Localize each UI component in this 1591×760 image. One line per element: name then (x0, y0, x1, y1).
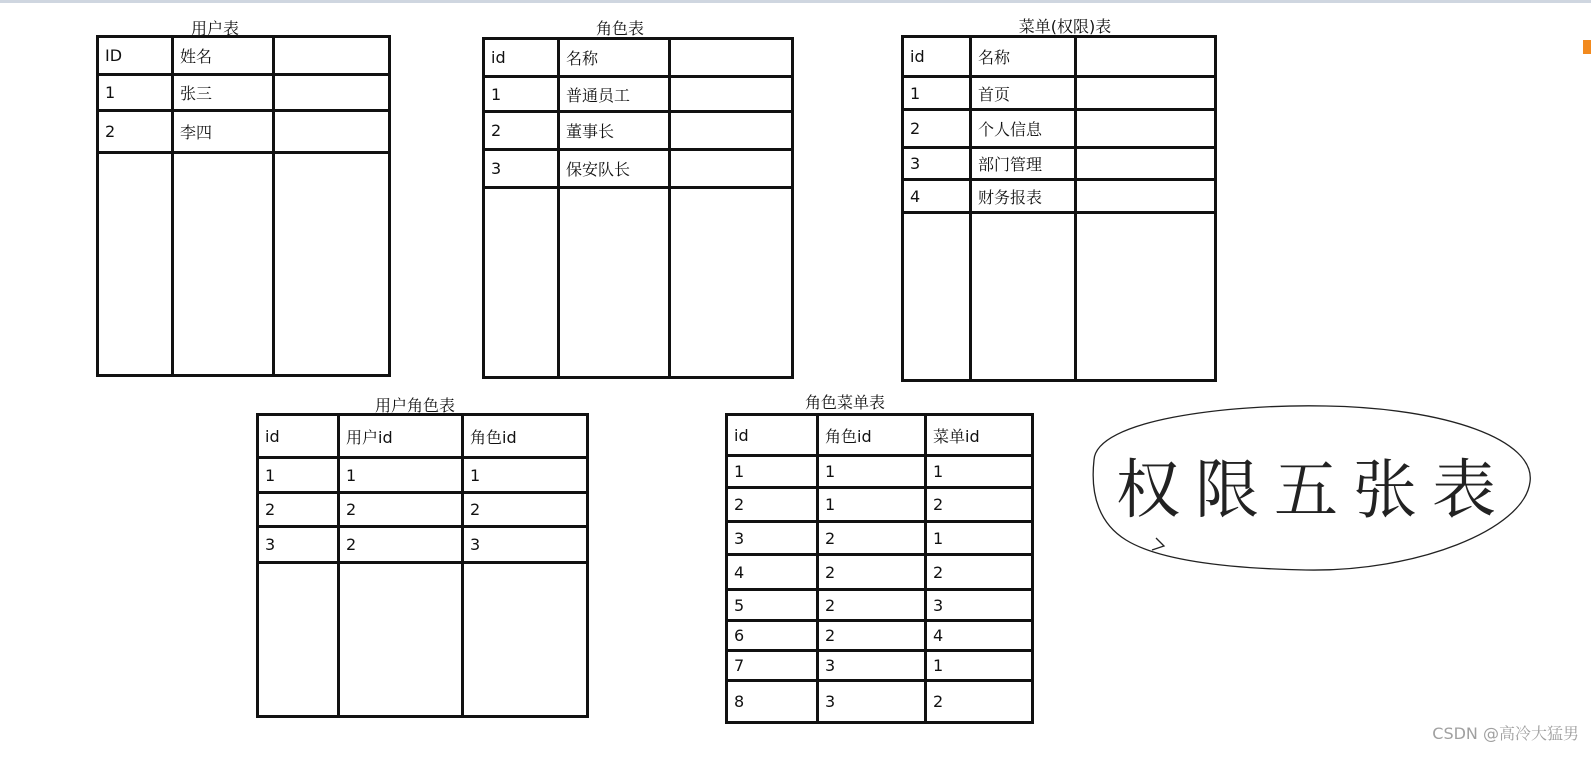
table-row (727, 555, 1033, 590)
empty-cell (173, 153, 274, 376)
role-table (482, 37, 794, 379)
watermark: CSDN @高冷大猛男 (1432, 724, 1579, 743)
table-row (258, 527, 588, 563)
empty-row (484, 188, 793, 378)
empty-cell (903, 213, 971, 381)
table-row (727, 488, 1033, 522)
table-row (484, 150, 793, 188)
table-cell: 董事长 (559, 112, 670, 150)
header-cell: 名称 (971, 37, 1076, 77)
table-cell: 1 (727, 456, 818, 488)
empty-cell (1076, 213, 1216, 381)
table-cell: 2 (818, 621, 926, 651)
table-cell: 2 (818, 522, 926, 555)
header-cell: 角色id (818, 415, 926, 456)
header-cell: 姓名 (173, 37, 274, 75)
empty-cell (274, 153, 390, 376)
table-row (903, 110, 1216, 148)
table-cell: 3 (818, 651, 926, 681)
table-row (903, 180, 1216, 213)
table-cell: 2 (258, 493, 339, 527)
header-cell: 用户id (339, 415, 463, 458)
user-role-table-title: 用户角色表 (374, 396, 455, 415)
annotation-tail (1152, 538, 1164, 550)
header-cell: id (903, 37, 971, 77)
table-row (727, 651, 1033, 681)
header-cell (274, 37, 390, 75)
window-corner-icon (1583, 40, 1591, 54)
table-cell: 2 (484, 112, 559, 150)
table-cell: 财务报表 (971, 180, 1076, 213)
table-row (727, 590, 1033, 621)
header-cell: 菜单id (926, 415, 1033, 456)
header-row (98, 37, 390, 75)
table-cell: 3 (463, 527, 588, 563)
table-row (258, 493, 588, 527)
table-cell: 个人信息 (971, 110, 1076, 148)
table-cell: 3 (818, 681, 926, 723)
table-cell: 2 (926, 488, 1033, 522)
empty-row (98, 153, 390, 376)
table-cell: 1 (484, 77, 559, 112)
table-cell (670, 77, 793, 112)
table-cell: 保安队长 (559, 150, 670, 188)
table-cell: 2 (727, 488, 818, 522)
table-cell: 1 (818, 456, 926, 488)
table-cell: 5 (727, 590, 818, 621)
user-role-table (256, 413, 589, 718)
table-cell (670, 150, 793, 188)
table-row (727, 621, 1033, 651)
header-cell (1076, 37, 1216, 77)
table-cell: 2 (818, 590, 926, 621)
table-cell: 4 (903, 180, 971, 213)
table-row (98, 75, 390, 111)
table-row (903, 77, 1216, 110)
table-row (98, 111, 390, 153)
role-table-title: 角色表 (595, 19, 644, 38)
table-cell: 6 (727, 621, 818, 651)
table-cell: 2 (339, 493, 463, 527)
empty-cell (670, 188, 793, 378)
header-cell (670, 39, 793, 77)
user-table-title: 用户表 (190, 19, 239, 38)
table-row (727, 681, 1033, 723)
table-cell: 1 (926, 522, 1033, 555)
table-cell: 3 (484, 150, 559, 188)
empty-cell (484, 188, 559, 378)
header-cell: id (258, 415, 339, 458)
table-cell (274, 75, 390, 111)
empty-cell (463, 563, 588, 717)
table-cell: 3 (903, 148, 971, 180)
header-row (258, 415, 588, 458)
header-cell: 角色id (463, 415, 588, 458)
table-cell: 1 (98, 75, 173, 111)
table-cell: 1 (818, 488, 926, 522)
table-cell: 1 (463, 458, 588, 493)
table-row (484, 77, 793, 112)
table-cell: 1 (339, 458, 463, 493)
empty-cell (258, 563, 339, 717)
table-cell: 2 (818, 555, 926, 590)
table-cell: 张三 (173, 75, 274, 111)
empty-row (903, 213, 1216, 381)
table-cell: 李四 (173, 111, 274, 153)
table-cell: 3 (926, 590, 1033, 621)
menu-table-title: 菜单(权限)表 (1018, 17, 1112, 36)
menu-table (901, 35, 1217, 382)
table-cell (274, 111, 390, 153)
header-cell: id (484, 39, 559, 77)
table-cell: 2 (98, 111, 173, 153)
empty-cell (339, 563, 463, 717)
table-cell: 普通员工 (559, 77, 670, 112)
role-menu-table-title: 角色菜单表 (804, 393, 885, 412)
table-cell: 1 (926, 456, 1033, 488)
table-cell: 8 (727, 681, 818, 723)
table-cell: 1 (258, 458, 339, 493)
header-row (903, 37, 1216, 77)
table-cell (1076, 148, 1216, 180)
table-cell: 1 (926, 651, 1033, 681)
empty-cell (559, 188, 670, 378)
header-row (727, 415, 1033, 456)
table-cell (1076, 77, 1216, 110)
user-table (96, 35, 391, 377)
table-row (484, 112, 793, 150)
empty-cell (971, 213, 1076, 381)
table-cell (1076, 110, 1216, 148)
table-cell: 4 (926, 621, 1033, 651)
table-cell: 2 (339, 527, 463, 563)
annotation-text: 权限五张表 (1116, 454, 1496, 528)
table-cell (670, 112, 793, 150)
table-row (727, 456, 1033, 488)
table-cell (1076, 180, 1216, 213)
empty-row (258, 563, 588, 717)
table-cell: 3 (727, 522, 818, 555)
table-cell: 2 (926, 681, 1033, 723)
empty-cell (98, 153, 173, 376)
header-cell: 名称 (559, 39, 670, 77)
handwritten-annotation (1086, 400, 1546, 575)
table-cell: 部门管理 (971, 148, 1076, 180)
table-row (258, 458, 588, 493)
table-cell: 1 (903, 77, 971, 110)
table-cell: 3 (258, 527, 339, 563)
table-cell: 首页 (971, 77, 1076, 110)
table-cell: 2 (926, 555, 1033, 590)
table-cell: 2 (903, 110, 971, 148)
role-menu-table (725, 413, 1034, 724)
table-row (727, 522, 1033, 555)
table-cell: 4 (727, 555, 818, 590)
header-cell: id (727, 415, 818, 456)
table-cell: 2 (463, 493, 588, 527)
header-cell: ID (98, 37, 173, 75)
table-row (903, 148, 1216, 180)
top-border (0, 0, 1591, 3)
header-row (484, 39, 793, 77)
table-cell: 7 (727, 651, 818, 681)
